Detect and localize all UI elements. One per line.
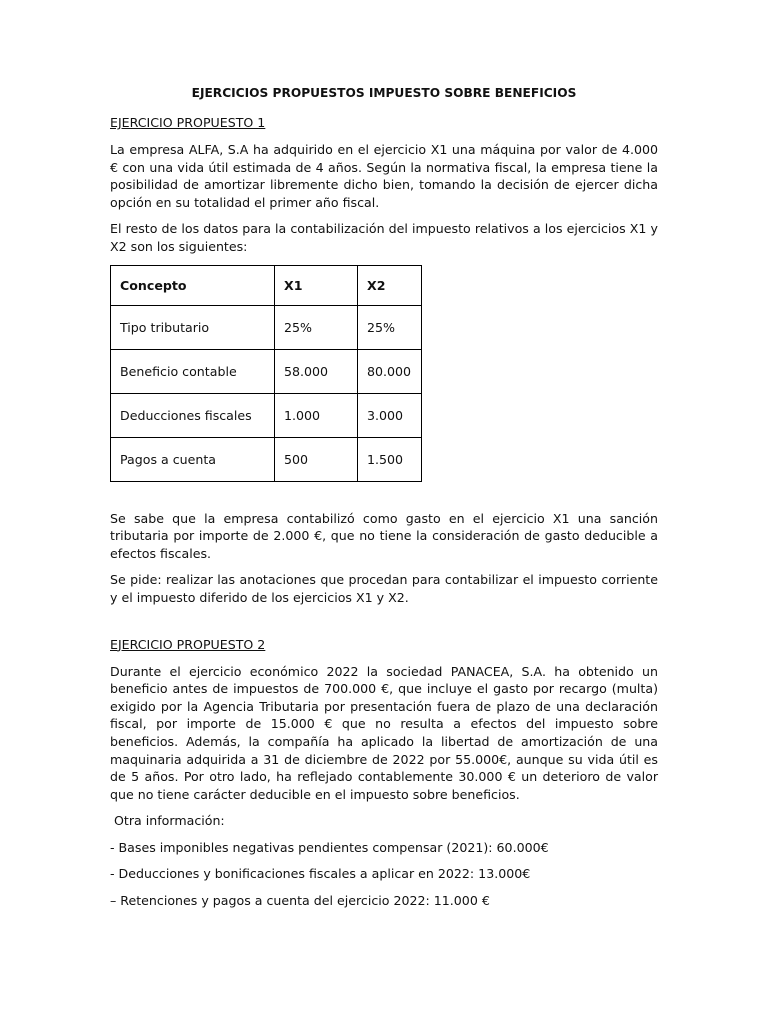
table-cell: 58.000 xyxy=(275,349,358,393)
table-cell: 3.000 xyxy=(358,393,422,437)
list-item: – Retenciones y pagos a cuenta del ejercicio 2022: 11.000 € xyxy=(110,893,490,909)
exercise-1-paragraph-4: Se pide: realizar las anotaciones que procedan para contabilizar el impuesto corriente y el impuesto diferido de los ejercicios X1 y X2. xyxy=(110,572,658,605)
table-header-cell: Concepto xyxy=(111,265,275,305)
table-header-cell: X2 xyxy=(358,265,422,305)
document-title: EJERCICIOS PROPUESTOS IMPUESTO SOBRE BENEFICIOS xyxy=(191,86,577,100)
table-cell: Pagos a cuenta xyxy=(111,437,275,481)
exercise-2-heading: EJERCICIO PROPUESTO 2 xyxy=(110,636,266,652)
table-header-row xyxy=(111,265,422,305)
table-cell: 25% xyxy=(358,305,422,349)
table-cell: Tipo tributario xyxy=(111,305,275,349)
table-header-cell: X1 xyxy=(275,265,358,305)
table-cell: 25% xyxy=(275,305,358,349)
table-row xyxy=(111,393,422,437)
list-item: - Deducciones y bonificaciones fiscales a aplicar en 2022: 13.000€ xyxy=(110,866,531,882)
exercise-2-paragraph-1: Durante el ejercicio económico 2022 la sociedad PANACEA, S.A. ha obtenido un beneficio antes de impuestos de 700.000 €, que incluye el gasto por recargo (multa) exigido por la Agencia Tributaria por presentación fuera de plazo de una declaración fiscal, por importe de 15.000 € que no resulta a efectos del impuesto sobre beneficios. Además, la compañía ha aplicado la libertad de amortización de una maquinaria adquirida a 31 de diciembre de 2022 por 55.000€, aunque su vida útil es de 5 años. Por otro lado, ha reflejado contablemente 30.000 € un deterioro de valor que no tiene carácter deducible en el impuesto sobre beneficios. xyxy=(110,663,658,802)
table-cell: 500 xyxy=(275,437,358,481)
table-row xyxy=(111,437,422,481)
table-cell: 80.000 xyxy=(358,349,422,393)
table-row xyxy=(111,349,422,393)
exercise-1-paragraph-3: Se sabe que la empresa contabilizó como gasto en el ejercicio X1 una sanción tributaria por importe de 2.000 €, que no tiene la consideración de gasto deducible a efectos fiscales. xyxy=(110,510,658,561)
table-cell: Beneficio contable xyxy=(111,349,275,393)
table-cell: 1.500 xyxy=(358,437,422,481)
table-cell: 1.000 xyxy=(275,393,358,437)
table-cell: Deducciones fiscales xyxy=(111,393,275,437)
data-table xyxy=(110,265,422,482)
section-spacer xyxy=(110,616,658,636)
other-info-label: Otra información: xyxy=(110,813,225,829)
exercise-1-paragraph-1: La empresa ALFA, S.A ha adquirido en el ejercicio X1 una máquina por valor de 4.000 € con una vida útil estimada de 4 años. Según la normativa fiscal, la empresa tiene la posibilidad de amortizar libremente dicho bien, tomando la decisión de ejercer dicha opción en su totalidad el primer año fiscal. xyxy=(110,142,658,210)
exercise-1-paragraph-2: El resto de los datos para la contabilización del impuesto relativos a los ejercicios X1 y X2 son los siguientes: xyxy=(110,221,658,254)
list-item: - Bases imponibles negativas pendientes compensar (2021): 60.000€ xyxy=(110,839,549,855)
exercise-1-heading: EJERCICIO PROPUESTO 1 xyxy=(110,115,266,130)
table-row xyxy=(111,305,422,349)
